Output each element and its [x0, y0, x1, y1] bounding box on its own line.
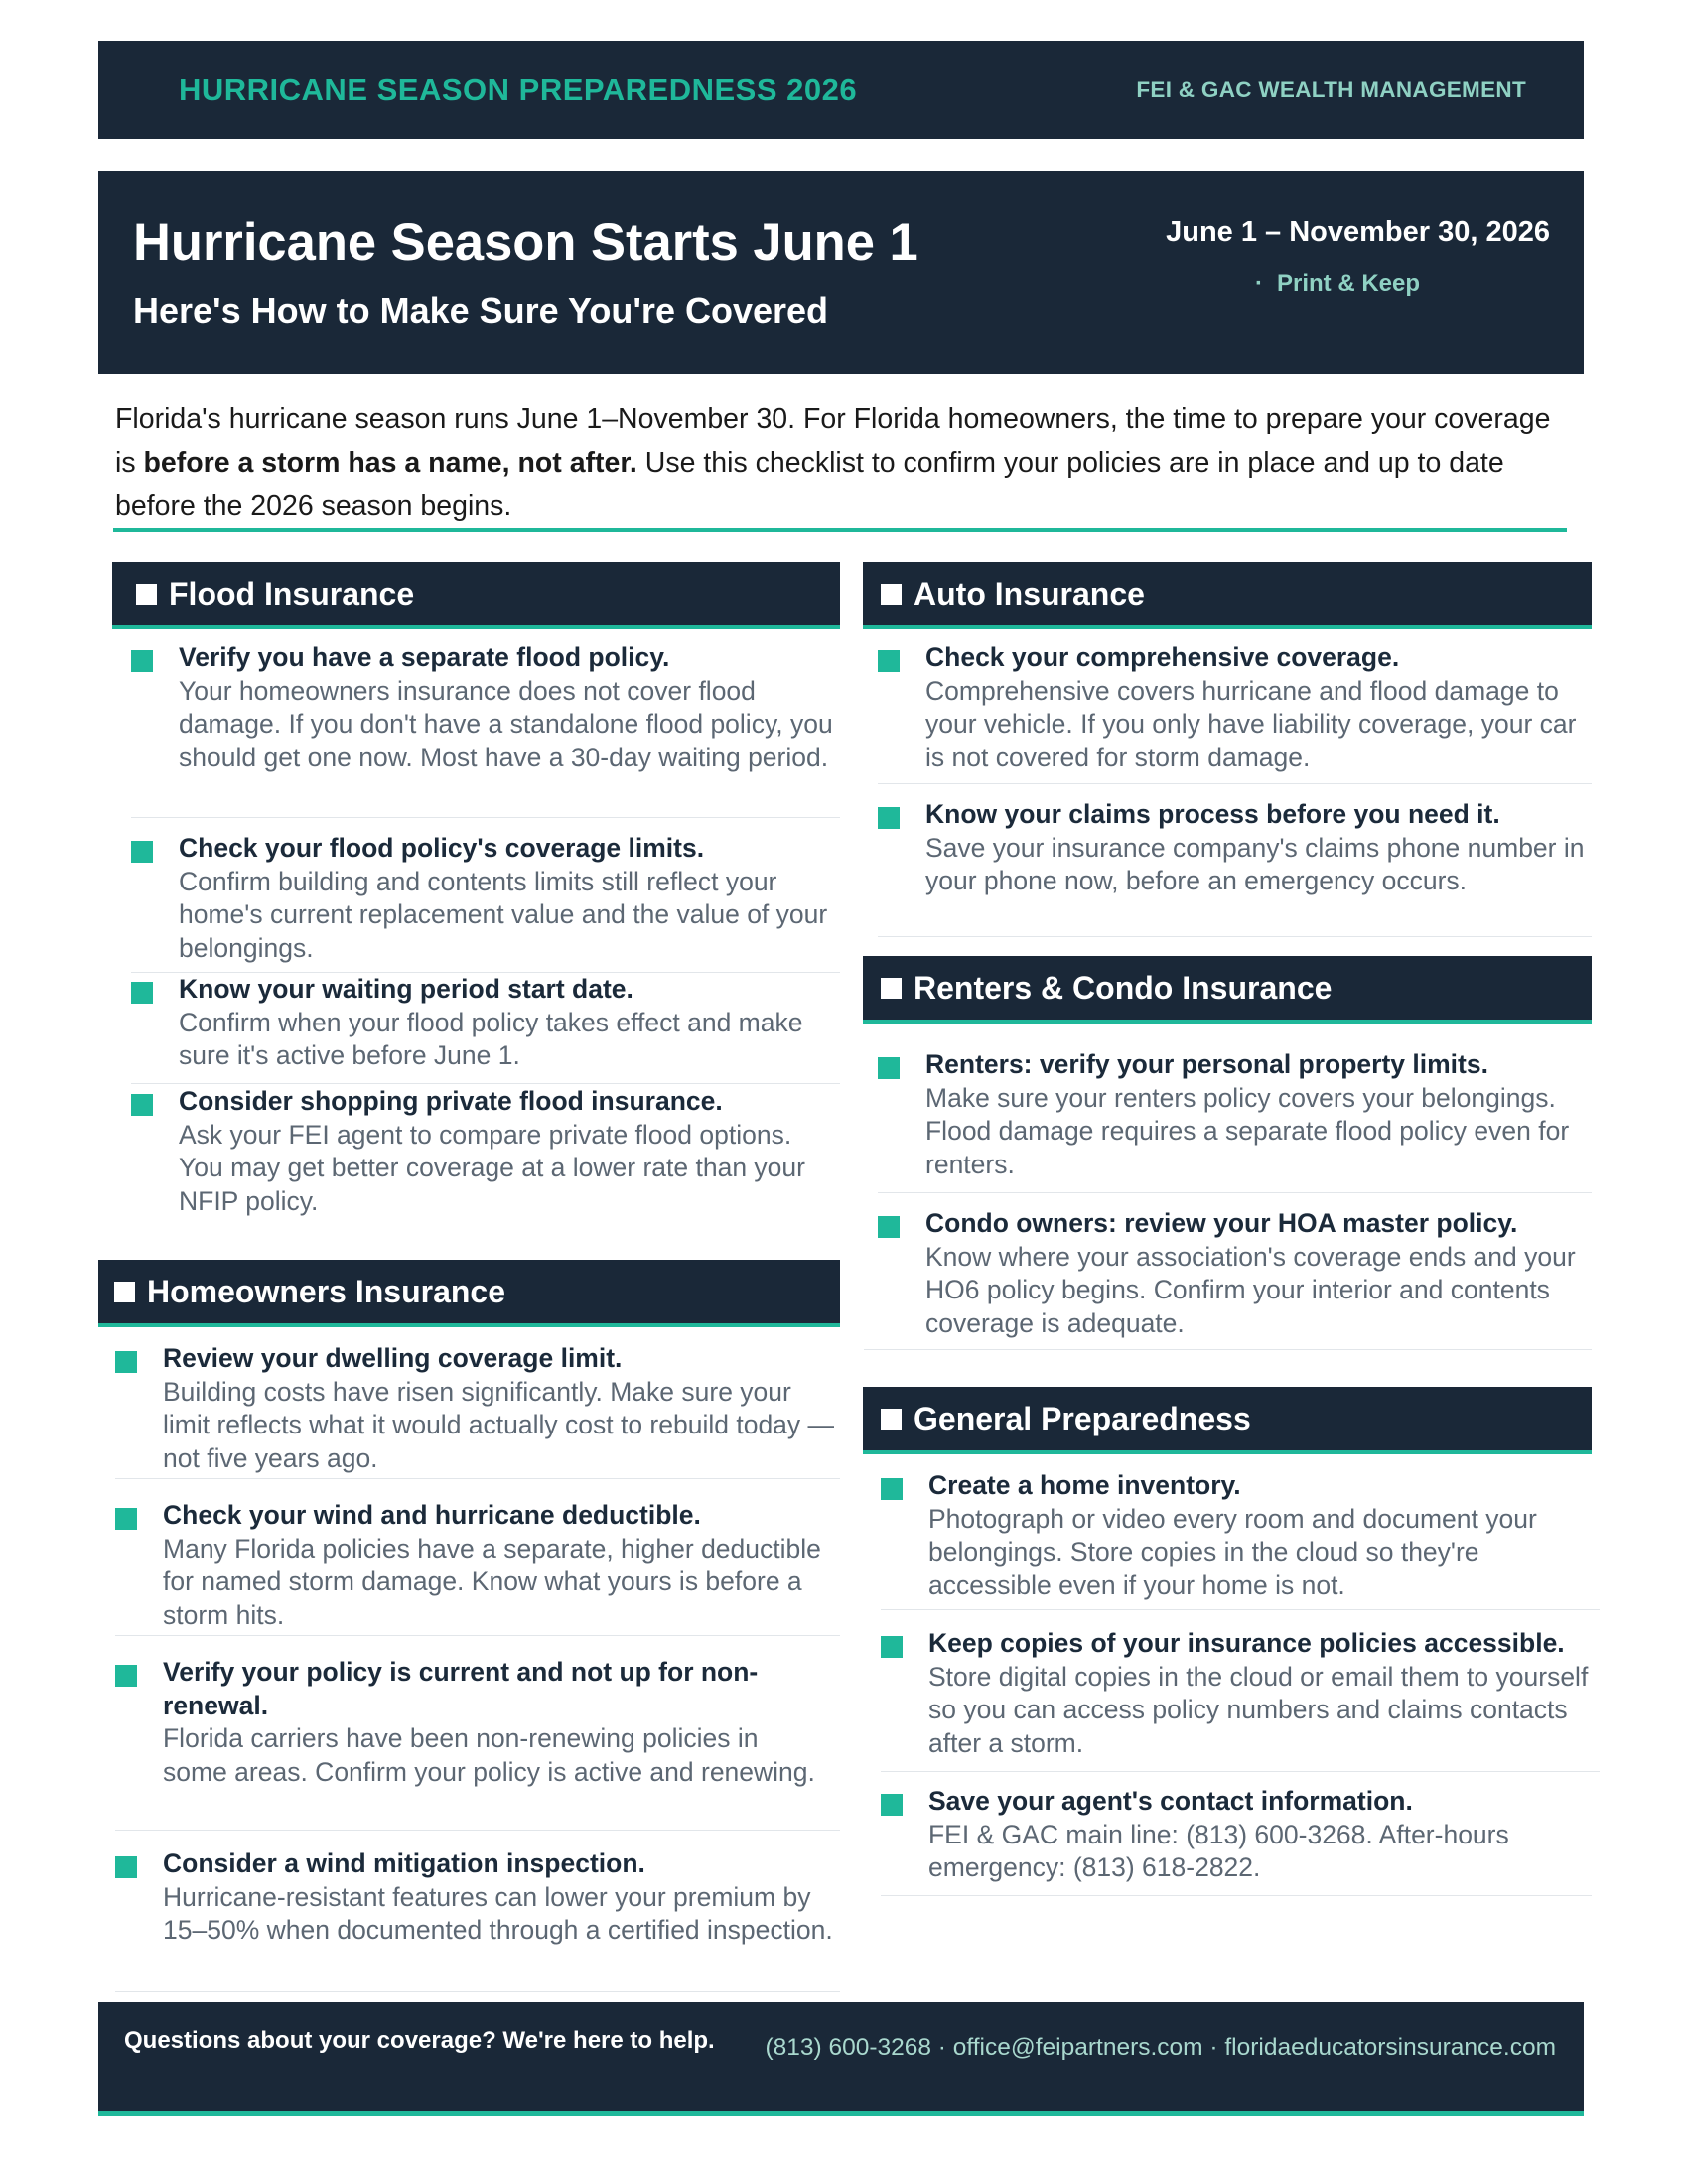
checklist-item [115, 1847, 840, 1992]
item-title: Keep copies of your insurance policies accessible. [928, 1628, 1565, 1658]
intro-text-2: Use this checklist to confirm your policies are in place and up to date before the 2026 season begins. [115, 447, 1504, 522]
section-title: Auto Insurance [914, 575, 1145, 612]
item-body: Confirm building and contents limits still reflect your home's current replacement value and the value of your belongings. [179, 866, 828, 963]
checklist-item [878, 798, 1592, 937]
item-title: Consider a wind mitigation inspection. [163, 1848, 645, 1878]
item-body: Photograph or video every room and document your belongings. Store copies in the cloud so they're accessible even if your home is not. [928, 1503, 1537, 1600]
hero-banner [98, 171, 1584, 374]
checkbox-square-icon [131, 982, 153, 1004]
item-title: Condo owners: review your HOA master policy. [925, 1208, 1518, 1238]
checklist-item [131, 641, 840, 818]
page-subtitle: Here's How to Make Sure You're Covered [133, 290, 829, 331]
item-title: Check your wind and hurricane deductible. [163, 1500, 701, 1530]
section-header-auto [863, 562, 1592, 629]
intro-emphasis: before a storm has a name, not after. [143, 447, 637, 478]
checkbox-square-icon [878, 807, 900, 829]
item-body: Building costs have risen significantly. Make sure your limit reflects what it would actually cost to rebuild today — not five years ago. [163, 1376, 835, 1473]
item-title: Renters: verify your personal property limits. [925, 1049, 1488, 1079]
checklist-item [878, 641, 1592, 784]
item-title: Verify your policy is current and not up for non-renewal. [163, 1657, 759, 1720]
item-body: Know where your association's coverage ends and your HO6 policy begins. Confirm your interior and contents coverage is adequate. [925, 1241, 1576, 1338]
checkbox-square-icon [131, 650, 153, 672]
square-bullet-icon [881, 978, 902, 999]
intro-paragraph [115, 397, 1555, 528]
item-title: Check your comprehensive coverage. [925, 642, 1400, 672]
checklist-item [115, 1342, 840, 1479]
item-body: Your homeowners insurance does not cover flood damage. If you don't have a standalone flood policy, you should get one now. Most have a 30-day waiting period. [179, 675, 833, 772]
section-header-homeowners [98, 1260, 840, 1327]
checklist-item [881, 1469, 1600, 1610]
checkbox-square-icon [881, 1478, 903, 1500]
section-header-renters-condo [863, 956, 1592, 1024]
checkbox-square-icon [881, 1794, 903, 1816]
checklist-item [131, 1085, 840, 1224]
item-title: Know your claims process before you need it. [925, 799, 1500, 829]
checklist-item [131, 973, 840, 1084]
section-header-flood [112, 562, 840, 629]
footer-question: Questions about your coverage? We're here to help. [124, 2027, 715, 2054]
bullet-dot-icon: · [1255, 270, 1263, 297]
checkbox-square-icon [131, 841, 153, 863]
item-title: Consider shopping private flood insurance. [179, 1086, 723, 1116]
footer-bar [98, 2002, 1584, 2116]
checkbox-square-icon [115, 1351, 137, 1373]
item-body: Ask your FEI agent to compare private flood options. You may get better coverage at a lower rate than your NFIP policy. [179, 1119, 805, 1216]
section-title: Homeowners Insurance [147, 1273, 505, 1309]
checkbox-square-icon [878, 650, 900, 672]
checkbox-square-icon [878, 1216, 900, 1238]
item-body: Many Florida policies have a separate, higher deductible for named storm damage. Know what yours is before a storm hits. [163, 1533, 821, 1630]
checkbox-square-icon [878, 1057, 900, 1079]
checkbox-square-icon [115, 1508, 137, 1530]
checklist-item [115, 1656, 840, 1831]
checklist-item [878, 1048, 1592, 1193]
checklist-item [115, 1499, 840, 1636]
top-banner [98, 41, 1584, 139]
section-header-general [863, 1387, 1592, 1454]
print-keep-note [1255, 270, 1420, 298]
item-body: Florida carriers have been non-renewing policies in some areas. Confirm your policy is active and renewing. [163, 1723, 815, 1787]
item-body: Make sure your renters policy covers your belongings. Flood damage requires a separate flood policy even for renters. [925, 1082, 1570, 1179]
footer-contact[interactable]: (813) 600-3268 · office@feipartners.com · floridaeducatorsinsurance.com [765, 2034, 1556, 2061]
banner-brand: FEI & GAC WEALTH MANAGEMENT [1136, 76, 1526, 102]
section-title: General Preparedness [914, 1400, 1251, 1436]
checkbox-square-icon [131, 1094, 153, 1116]
item-body: Confirm when your flood policy takes effect and make sure it's active before June 1. [179, 1007, 803, 1070]
square-bullet-icon [881, 584, 902, 605]
section-title: Flood Insurance [169, 575, 415, 612]
checklist-item [881, 1627, 1600, 1772]
intro-divider [113, 528, 1567, 532]
square-bullet-icon [114, 1282, 135, 1302]
item-body: Hurricane-resistant features can lower your premium by 15–50% when documented through a certified inspection. [163, 1881, 833, 1945]
square-bullet-icon [881, 1409, 902, 1430]
checkbox-square-icon [881, 1636, 903, 1658]
checklist-item [131, 832, 840, 973]
intro-text-1: Florida's hurricane season runs June 1–November 30. For Florida homeowners, the time to prepare your coverage is [115, 403, 1551, 478]
square-bullet-icon [136, 584, 157, 605]
checkbox-square-icon [115, 1856, 137, 1878]
page-title: Hurricane Season Starts June 1 [133, 213, 918, 272]
item-body: Store digital copies in the cloud or email them to yourself so you can access policy numbers and claims contacts after a storm. [928, 1661, 1589, 1758]
item-title: Check your flood policy's coverage limits. [179, 833, 705, 863]
section-title: Renters & Condo Insurance [914, 969, 1333, 1006]
item-title: Review your dwelling coverage limit. [163, 1343, 623, 1373]
item-body: Comprehensive covers hurricane and flood damage to your vehicle. If you only have liability coverage, your car is not covered for storm damage. [925, 675, 1577, 772]
checkbox-square-icon [115, 1665, 137, 1687]
season-dates: June 1 – November 30, 2026 [1166, 216, 1550, 248]
item-title: Know your waiting period start date. [179, 974, 633, 1004]
item-title: Verify you have a separate flood policy. [179, 642, 670, 672]
banner-title: HURRICANE SEASON PREPAREDNESS 2026 [179, 71, 858, 107]
print-keep-label: Print & Keep [1277, 270, 1421, 297]
checklist-item [881, 1785, 1592, 1896]
checklist-item [864, 1207, 1592, 1350]
item-title: Create a home inventory. [928, 1470, 1241, 1500]
item-body: FEI & GAC main line: (813) 600-3268. After-hours emergency: (813) 618-2822. [928, 1819, 1509, 1882]
item-body: Save your insurance company's claims phone number in your phone now, before an emergency occurs. [925, 832, 1585, 895]
item-title: Save your agent's contact information. [928, 1786, 1413, 1816]
